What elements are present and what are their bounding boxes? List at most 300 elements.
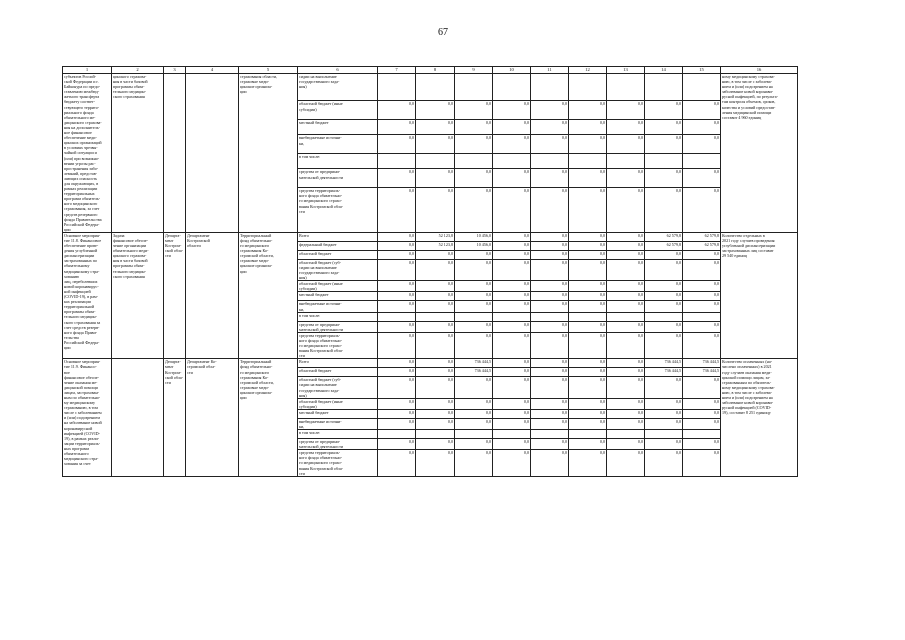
amount-cell: 0,0	[455, 101, 493, 120]
amount-cell: 0,0	[607, 321, 645, 332]
amount-cell: 0,0	[531, 450, 569, 476]
amount-cell: 0,0	[607, 169, 645, 188]
amount-cell: 0,0	[607, 301, 645, 312]
amount-cell: 0,0	[683, 281, 721, 292]
amount-cell: 0,0	[683, 301, 721, 312]
amount-cell: 0,0	[645, 169, 683, 188]
amount-cell: 0,0	[531, 281, 569, 292]
amount-cell: 0,0	[607, 292, 645, 301]
amount-cell	[493, 74, 531, 101]
amount-cell: 0,0	[378, 259, 416, 280]
funding-source: средства территориаль- ного фонда обязательно- го медицинского страхо- вания Костромской обла- сти	[298, 450, 378, 476]
amount-cell: 0,0	[683, 409, 721, 418]
amount-cell: 0,0	[569, 439, 607, 450]
coexecutor-cell: Департамент Ко- стромской обла- сти	[186, 359, 239, 476]
amount-cell: 0,0	[378, 281, 416, 292]
amount-cell: 0,0	[493, 439, 531, 450]
amount-cell	[493, 430, 531, 439]
amount-cell	[645, 74, 683, 101]
amount-cell: 0,0	[531, 120, 569, 135]
amount-cell: 0,0	[531, 241, 569, 250]
amount-cell: 0,0	[531, 368, 569, 377]
amount-cell: 0,0	[683, 188, 721, 233]
amount-cell: 62 579,8	[645, 232, 683, 241]
amount-cell: 0,0	[645, 418, 683, 429]
amount-cell: 0,0	[416, 359, 455, 368]
amount-cell: 0,0	[607, 359, 645, 368]
page-number: 67	[438, 27, 448, 38]
amount-cell: 0,0	[569, 359, 607, 368]
amount-cell: 736 444,5	[455, 368, 493, 377]
funding-source: федеральный бюджет	[298, 241, 378, 250]
amount-cell: 0,0	[683, 135, 721, 154]
funding-source: областной бюджет	[298, 368, 378, 377]
amount-cell: 0,0	[378, 439, 416, 450]
amount-cell	[569, 154, 607, 169]
amount-cell	[683, 154, 721, 169]
amount-cell	[607, 430, 645, 439]
amount-cell: 62 579,8	[683, 232, 721, 241]
amount-cell: 0,0	[607, 135, 645, 154]
task-cell	[112, 359, 164, 476]
task-cell: Задача финансовое обеспе- чение организации обязательного меди- цинского страхова- ния в части базовой программы обяза- тельного медицин- ского страхования	[112, 232, 164, 358]
amount-cell: 0,0	[645, 377, 683, 398]
amount-cell: 0,0	[378, 135, 416, 154]
amount-cell: 0,0	[493, 377, 531, 398]
amount-cell: 0,0	[493, 281, 531, 292]
amount-cell: 0,0	[645, 250, 683, 259]
amount-cell: 0,0	[569, 321, 607, 332]
amount-cell: 0,0	[416, 169, 455, 188]
amount-cell: 0,0	[683, 101, 721, 120]
amount-cell: 0,0	[416, 135, 455, 154]
amount-cell: 0,0	[416, 188, 455, 233]
amount-cell: 0,0	[531, 398, 569, 409]
amount-cell: 0,0	[569, 368, 607, 377]
amount-cell: 0,0	[569, 332, 607, 358]
funding-source: средства от предприни- мательской деятельности	[298, 321, 378, 332]
amount-cell: 0,0	[683, 398, 721, 409]
amount-cell: 52 123,8	[416, 232, 455, 241]
amount-cell: 0,0	[416, 418, 455, 429]
amount-cell	[378, 312, 416, 321]
participant-cell: Территориальный фонд обязательно- го медицинского страхования Ко- стромской области, страховые меди- цинские организа- ции	[239, 232, 298, 358]
amount-cell: 0,0	[683, 250, 721, 259]
amount-cell: 0,0	[455, 301, 493, 312]
executor-cell	[164, 74, 186, 233]
amount-cell: 0,0	[378, 377, 416, 398]
funding-source: областной бюджет (иные субсидии)	[298, 101, 378, 120]
amount-cell: 0,0	[569, 409, 607, 418]
amount-cell: 0,0	[683, 332, 721, 358]
participant-cell: страхования области, страховые меди- цинские организа- ции	[239, 74, 298, 233]
funding-row	[63, 359, 798, 368]
executor-cell: Департа- мент Костром- ской обла- сти	[164, 232, 186, 358]
amount-cell	[645, 154, 683, 169]
amount-cell: 736 444,5	[645, 359, 683, 368]
amount-cell: 0,0	[378, 450, 416, 476]
amount-cell: 0,0	[416, 292, 455, 301]
column-number: 11	[531, 67, 569, 74]
amount-cell	[493, 154, 531, 169]
amount-cell: 0,0	[607, 409, 645, 418]
amount-cell	[493, 312, 531, 321]
amount-cell	[531, 430, 569, 439]
executor-cell: Департа- мент Костром- ской обла- сти	[164, 359, 186, 476]
amount-cell: 0,0	[493, 359, 531, 368]
amount-cell: 0,0	[493, 321, 531, 332]
amount-cell: 0,0	[416, 398, 455, 409]
amount-cell: 0,0	[683, 418, 721, 429]
amount-cell: 0,0	[683, 439, 721, 450]
amount-cell	[607, 312, 645, 321]
expected-result: Количество оплаченных (на- числено оплаченных) в 2021 году случаев оказания меди- цинской помощи лицам, за- страхованным по обязатель- ному медицинскому страхова- нию, в том числе с заболева- нием и (или) подозрением на заболевание новой коронави- русной инфекцией (COVID- 19), составит 8 251 единицу	[721, 359, 798, 476]
amount-cell: 0,0	[607, 368, 645, 377]
amount-cell: 0,0	[645, 281, 683, 292]
amount-cell	[455, 154, 493, 169]
amount-cell: 0,0	[493, 450, 531, 476]
amount-cell: 0,0	[569, 398, 607, 409]
amount-cell: 0,0	[378, 398, 416, 409]
amount-cell: 0,0	[455, 418, 493, 429]
amount-cell	[416, 74, 455, 101]
amount-cell: 0,0	[531, 439, 569, 450]
amount-cell: 0,0	[455, 292, 493, 301]
amount-cell: 0,0	[607, 241, 645, 250]
amount-cell: 736 444,5	[455, 359, 493, 368]
funding-source: средства территориаль- ного фонда обязательно- го медицинского страхо- вания Костромской обла- сти	[298, 188, 378, 233]
amount-cell: 0,0	[493, 398, 531, 409]
amount-cell: 0,0	[569, 418, 607, 429]
amount-cell: 0,0	[645, 301, 683, 312]
amount-cell	[416, 312, 455, 321]
column-number: 8	[416, 67, 455, 74]
amount-cell: 0,0	[416, 250, 455, 259]
column-number: 13	[607, 67, 645, 74]
amount-cell	[607, 74, 645, 101]
column-number: 6	[298, 67, 378, 74]
amount-cell: 0,0	[378, 188, 416, 233]
amount-cell: 0,0	[607, 332, 645, 358]
amount-cell: 0,0	[531, 321, 569, 332]
amount-cell: 0,0	[493, 232, 531, 241]
amount-cell	[416, 430, 455, 439]
amount-cell: 0,0	[416, 450, 455, 476]
amount-cell: 0,0	[493, 409, 531, 418]
amount-cell: 0,0	[569, 241, 607, 250]
amount-cell: 0,0	[455, 259, 493, 280]
amount-cell: 0,0	[493, 120, 531, 135]
amount-cell: 0,0	[607, 439, 645, 450]
funding-source: средства от предприни- мательской деятельности	[298, 169, 378, 188]
column-number: 7	[378, 67, 416, 74]
amount-cell	[683, 74, 721, 101]
column-number: 1	[63, 67, 112, 74]
amount-cell: 0,0	[607, 281, 645, 292]
funding-source: средства от предприни- мательской деятельности	[298, 439, 378, 450]
activity-description: субъектов Россий- ской Федерации и г. Байконура по предо- ставлению межбюд- жетного трансферта бюджету соответ- ствующего террито- риального фонда обязательного ме- дицинского страхова- ния на дополнитель- ное финансовое обеспечение меди- цинских организаций в условиях чрезвы- чайной ситуации и (или) при возникно- вении угрозы рас- пространения забо- леваний, представ- ляющих опасность для окружающих, в рамках реализации территориальных программ обязатель- ного медицинского страхования, за счет средств резервного фонда Правительства Российской Федера- ции	[63, 74, 112, 233]
amount-cell: 0,0	[378, 120, 416, 135]
amount-cell: 0,0	[531, 377, 569, 398]
funding-source: сидии на выполнение государственного зада- ния)	[298, 74, 378, 101]
amount-cell: 0,0	[416, 281, 455, 292]
amount-cell: 0,0	[569, 292, 607, 301]
amount-cell: 0,0	[531, 409, 569, 418]
amount-cell: 0,0	[493, 368, 531, 377]
amount-cell: 0,0	[531, 418, 569, 429]
amount-cell: 0,0	[416, 101, 455, 120]
amount-cell: 0,0	[378, 169, 416, 188]
amount-cell: 0,0	[683, 450, 721, 476]
amount-cell: 0,0	[531, 301, 569, 312]
amount-cell: 0,0	[569, 259, 607, 280]
amount-cell: 0,0	[378, 301, 416, 312]
column-number: 5	[239, 67, 298, 74]
amount-cell: 0,0	[531, 292, 569, 301]
amount-cell: 0,0	[455, 450, 493, 476]
amount-cell: 0,0	[607, 377, 645, 398]
funding-source: областной бюджет (иные субсидии)	[298, 398, 378, 409]
funding-source: областной бюджет (суб- сидии на выполнение государственного зада- ния)	[298, 377, 378, 398]
funding-source: внебюджетные источни- ки,	[298, 301, 378, 312]
amount-cell: 0,0	[645, 409, 683, 418]
amount-cell: 62 579,8	[645, 241, 683, 250]
amount-cell: 0,0	[493, 259, 531, 280]
amount-cell: 0,0	[569, 250, 607, 259]
amount-cell: 0,0	[569, 120, 607, 135]
funding-source: внебюджетные источни- ки,	[298, 418, 378, 429]
amount-cell: 0,0	[455, 169, 493, 188]
column-number-row	[63, 67, 798, 74]
funding-source: Всего	[298, 232, 378, 241]
budget-table	[62, 66, 798, 477]
amount-cell: 0,0	[455, 250, 493, 259]
expected-result: ному медицинскому страхова- нию, в том числе с заболева- нием и (или) подозрением на заболевание новой коронави- русной инфекцией, по результа- там контроля объемов, сроков, качества и условий предостав- ления медицинской помощи составит 4 960 единиц	[721, 74, 798, 233]
amount-cell: 0,0	[683, 169, 721, 188]
amount-cell: 0,0	[455, 321, 493, 332]
amount-cell: 0,0	[378, 241, 416, 250]
amount-cell: 0,0	[378, 359, 416, 368]
amount-cell: 0,0	[455, 120, 493, 135]
amount-cell: 0,0	[493, 101, 531, 120]
amount-cell: 10 456,0	[455, 241, 493, 250]
funding-source: внебюджетные источни- ки,	[298, 135, 378, 154]
amount-cell: 0,0	[531, 259, 569, 280]
funding-source: средства территориаль- ного фонда обязательно- го медицинского страхо- вания Костромской обла- сти	[298, 332, 378, 358]
amount-cell: 0,0	[645, 321, 683, 332]
amount-cell: 0,0	[455, 377, 493, 398]
amount-cell: 0,0	[607, 250, 645, 259]
amount-cell: 0,0	[416, 409, 455, 418]
amount-cell: 0,0	[607, 188, 645, 233]
amount-cell	[569, 312, 607, 321]
amount-cell: 736 444,5	[683, 359, 721, 368]
amount-cell: 0,0	[493, 169, 531, 188]
amount-cell: 0,0	[455, 135, 493, 154]
amount-cell: 0,0	[645, 292, 683, 301]
amount-cell: 0,0	[455, 409, 493, 418]
amount-cell: 0,0	[416, 332, 455, 358]
funding-source: Всего	[298, 359, 378, 368]
amount-cell: 0,0	[645, 259, 683, 280]
amount-cell	[378, 430, 416, 439]
amount-cell: 0,0	[645, 188, 683, 233]
funding-source: в том числе:	[298, 154, 378, 169]
funding-source: местный бюджет	[298, 409, 378, 418]
task-cell: цинского страхова- ния в части базовой программы обяза- тельного медицин- ского страхования	[112, 74, 164, 233]
amount-cell: 0,0	[378, 292, 416, 301]
amount-cell: 0,0	[607, 232, 645, 241]
participant-cell: Территориальный фонд обязательно- го медицинского страхования Ко- стромской области, страховые меди- цинские организа- ции	[239, 359, 298, 476]
amount-cell: 0,0	[378, 368, 416, 377]
amount-cell: 0,0	[645, 450, 683, 476]
amount-cell: 0,0	[493, 418, 531, 429]
amount-cell: 0,0	[607, 120, 645, 135]
amount-cell: 0,0	[531, 135, 569, 154]
amount-cell: 0,0	[455, 439, 493, 450]
amount-cell: 0,0	[416, 368, 455, 377]
column-number: 15	[683, 67, 721, 74]
amount-cell	[569, 74, 607, 101]
amount-cell: 736 444,5	[645, 368, 683, 377]
amount-cell	[416, 154, 455, 169]
amount-cell	[683, 312, 721, 321]
amount-cell: 0,0	[493, 241, 531, 250]
funding-source: областной бюджет	[298, 250, 378, 259]
amount-cell: 0,0	[455, 398, 493, 409]
amount-cell	[455, 312, 493, 321]
amount-cell: 0,0	[569, 101, 607, 120]
amount-cell: 0,0	[683, 321, 721, 332]
amount-cell	[455, 74, 493, 101]
amount-cell: 0,0	[607, 450, 645, 476]
amount-cell: 0,0	[645, 398, 683, 409]
amount-cell	[378, 74, 416, 101]
amount-cell: 0,0	[455, 332, 493, 358]
amount-cell: 0,0	[645, 332, 683, 358]
amount-cell	[607, 154, 645, 169]
column-number: 3	[164, 67, 186, 74]
amount-cell: 0,0	[607, 398, 645, 409]
amount-cell: 0,0	[378, 418, 416, 429]
coexecutor-cell	[186, 74, 239, 233]
amount-cell: 0,0	[378, 232, 416, 241]
amount-cell: 0,0	[645, 135, 683, 154]
amount-cell	[455, 430, 493, 439]
amount-cell	[531, 74, 569, 101]
amount-cell: 0,0	[683, 120, 721, 135]
amount-cell: 0,0	[493, 292, 531, 301]
amount-cell: 0,0	[531, 232, 569, 241]
amount-cell: 736 444,5	[683, 368, 721, 377]
funding-source: областной бюджет (иные субсидии)	[298, 281, 378, 292]
amount-cell	[645, 312, 683, 321]
funding-source: местный бюджет	[298, 120, 378, 135]
amount-cell	[531, 312, 569, 321]
column-number: 10	[493, 67, 531, 74]
amount-cell: 0,0	[378, 321, 416, 332]
amount-cell: 0,0	[683, 259, 721, 280]
amount-cell: 0,0	[378, 101, 416, 120]
amount-cell: 0,0	[645, 120, 683, 135]
amount-cell: 0,0	[569, 450, 607, 476]
amount-cell: 0,0	[607, 101, 645, 120]
amount-cell: 0,0	[531, 101, 569, 120]
amount-cell: 0,0	[531, 359, 569, 368]
column-number: 2	[112, 67, 164, 74]
amount-cell	[378, 154, 416, 169]
column-number: 4	[186, 67, 239, 74]
amount-cell	[645, 430, 683, 439]
column-number: 12	[569, 67, 607, 74]
amount-cell: 0,0	[569, 281, 607, 292]
amount-cell: 0,0	[569, 301, 607, 312]
amount-cell: 0,0	[416, 377, 455, 398]
amount-cell: 0,0	[569, 377, 607, 398]
column-number: 16	[721, 67, 798, 74]
amount-cell: 0,0	[493, 332, 531, 358]
amount-cell: 0,0	[645, 439, 683, 450]
amount-cell: 0,0	[607, 259, 645, 280]
amount-cell: 0,0	[531, 250, 569, 259]
amount-cell: 0,0	[455, 281, 493, 292]
amount-cell: 0,0	[378, 332, 416, 358]
funding-source: областной бюджет (суб- сидии на выполнение государственного зада- ния)	[298, 259, 378, 280]
amount-cell: 0,0	[645, 101, 683, 120]
amount-cell: 0,0	[416, 301, 455, 312]
coexecutor-cell: Департамент Костромской области	[186, 232, 239, 358]
amount-cell: 0,0	[493, 301, 531, 312]
amount-cell: 0,0	[607, 418, 645, 429]
amount-cell	[531, 154, 569, 169]
amount-cell: 0,0	[569, 169, 607, 188]
amount-cell: 0,0	[569, 135, 607, 154]
amount-cell: 0,0	[416, 120, 455, 135]
amount-cell: 62 579,8	[683, 241, 721, 250]
amount-cell: 0,0	[569, 188, 607, 233]
amount-cell: 0,0	[378, 250, 416, 259]
funding-row	[63, 232, 798, 241]
amount-cell: 0,0	[378, 409, 416, 418]
activity-description: Основное мероприя- тие 11.8. Финансовое обеспечение прове- дения углубленной диспансеризации застрахованных по обязательному медицинскому стра- хованию лиц, переболевших новой коронавирус- ной инфекцией (COVID-19), в рам- ках реализации территориальной программы обяза- тельного медицин- ского страхования за счет средств резерв- ного фонда Прави- тельства Российской Федера- ции	[63, 232, 112, 358]
amount-cell	[569, 430, 607, 439]
funding-source: в том числе:	[298, 430, 378, 439]
amount-cell: 52 123,8	[416, 241, 455, 250]
amount-cell: 10 456,0	[455, 232, 493, 241]
amount-cell: 0,0	[531, 188, 569, 233]
amount-cell: 0,0	[531, 332, 569, 358]
amount-cell: 0,0	[493, 188, 531, 233]
amount-cell: 0,0	[416, 439, 455, 450]
amount-cell: 0,0	[531, 169, 569, 188]
amount-cell: 0,0	[416, 259, 455, 280]
amount-cell: 0,0	[683, 292, 721, 301]
amount-cell	[683, 430, 721, 439]
funding-source: в том числе:	[298, 312, 378, 321]
funding-source: местный бюджет	[298, 292, 378, 301]
column-number: 14	[645, 67, 683, 74]
amount-cell: 0,0	[416, 321, 455, 332]
amount-cell: 0,0	[455, 188, 493, 233]
expected-result: Количество отдельных в 2021 году случаев проведения углубленной диспансеризации застрахованных лиц составит 29 540 единиц	[721, 232, 798, 358]
activity-description: Основное мероприя- тие 11.9. Финансо- вое финансовое обеспе- чение оказания ме- дицинской помощи лицам, застрахован- ным по обязательно- му медицинскому страхованию, в том числе с заболеванием и (или) подозрением на заболевание новой коронавирусной инфекцией (COVID- 19), в рамках реали- зации территориаль- ных программ обязательного медицинского стра- хования за счет	[63, 359, 112, 476]
amount-cell: 0,0	[493, 250, 531, 259]
column-number: 9	[455, 67, 493, 74]
amount-cell: 0,0	[569, 232, 607, 241]
amount-cell: 0,0	[493, 135, 531, 154]
amount-cell: 0,0	[683, 377, 721, 398]
funding-row	[63, 74, 798, 101]
